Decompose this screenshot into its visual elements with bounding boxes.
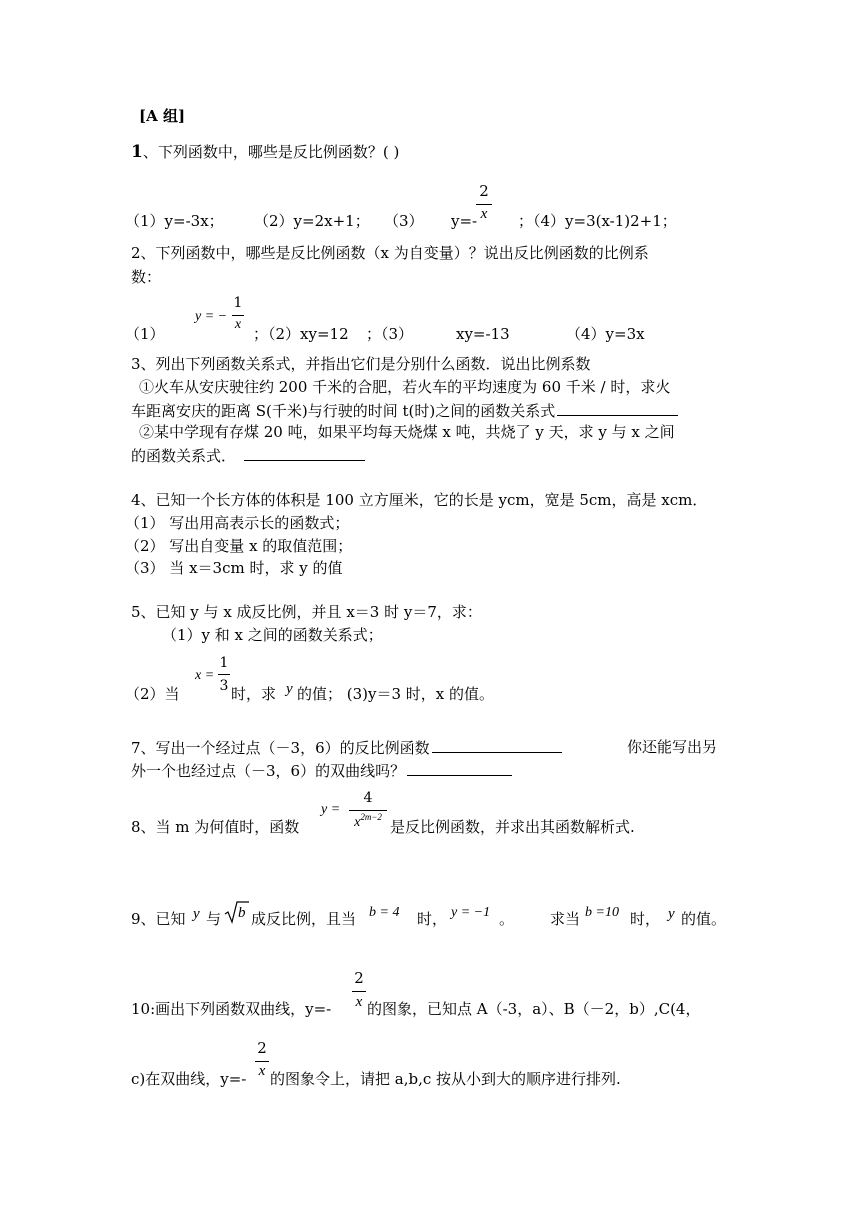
q1-opt4: ；（4）y=3(x-1)2+1； <box>518 212 677 230</box>
q5-item1: （1）y 和 x 之间的函数关系式； <box>162 626 383 644</box>
q7-line1-text: 7、写出一个经过点（－3，6）的反比例函数 <box>131 739 430 757</box>
q8-b: 是反比例函数，并求出其函数解析式. <box>390 818 635 836</box>
q3-line3 <box>131 401 678 420</box>
q3-line5 <box>131 446 365 465</box>
q10-c: c)在双曲线，y=- <box>131 1070 247 1088</box>
q5-item2-lhs: x = <box>195 668 215 683</box>
q9-a: 9、已知 <box>131 910 186 928</box>
q1-line <box>131 142 399 162</box>
q7-line1-b: 你还能写出另 <box>627 738 718 756</box>
q1-opt2: （2）y=2x+1； <box>254 212 370 230</box>
q7-line2 <box>131 761 512 780</box>
q9-cond1: b = 4 <box>369 905 400 920</box>
q2-opt3: ；（3） <box>366 325 414 343</box>
q2-line2: 数： <box>131 268 162 286</box>
q2-frac-bar <box>232 315 244 316</box>
q10-frac1-denominator: x <box>355 994 363 1010</box>
q3-answer-blank-1[interactable] <box>557 401 678 416</box>
q5-item2-c: 的值； (3)y＝3 时，x 的值。 <box>297 685 495 703</box>
q9-sqrt-var: b <box>238 905 246 921</box>
q1-opt1: （1）y=-3x； <box>125 212 224 230</box>
q8-a: 8、当 m 为何值时，函数 <box>131 818 300 836</box>
q9-g: 时， <box>630 910 661 928</box>
q9-y2: y <box>668 906 675 922</box>
q8-frac-denominator <box>349 813 387 830</box>
q9-b: 与 <box>206 910 222 928</box>
q5-frac-denominator: 3 <box>219 678 229 694</box>
q4-item1: （1） 写出用高表示长的函数式； <box>125 514 350 532</box>
q9-y1: y <box>193 906 200 922</box>
q8-frac-bar <box>349 810 387 811</box>
q5-item2-b: 时，求 <box>231 685 277 703</box>
q7-answer-blank-1[interactable] <box>432 738 562 753</box>
q1-frac-bar <box>476 204 492 205</box>
q7-line1 <box>131 738 562 757</box>
q1-opt3: （3） <box>384 212 424 230</box>
q9-cond3: b =10 <box>585 905 619 920</box>
q10-frac2-bar <box>255 1061 269 1062</box>
q10-b: 的图象，已知点 A（-3，a）、B（－2，b）,C(4， <box>367 1000 701 1018</box>
q4-item2: （2） 写出自变量 x 的取值范围； <box>125 537 353 555</box>
q2-opt1: （1） <box>125 325 165 343</box>
q3-line1: 3、列出下列函数关系式，并指出它们是分别什么函数．说出比例系数 <box>131 355 591 373</box>
q2-frac-numerator: 1 <box>233 295 243 311</box>
q2-opt2: ；（2）xy=12 <box>253 325 349 343</box>
q8-frac-numerator: 4 <box>363 790 373 806</box>
q3-line4: ②某中学现有存煤 20 吨，如果平均每天烧煤 x 吨，共烧了 y 天，求 y 与 x 之间 <box>139 423 675 441</box>
q9-d: 时， <box>417 910 448 928</box>
q1-frac-denominator: x <box>480 206 488 222</box>
group-title: [A 组] <box>139 107 186 125</box>
q2-opt4: （4）y=3x <box>566 325 645 343</box>
q4-item3: （3） 当 x＝3cm 时，求 y 的值 <box>125 559 343 577</box>
q9-e: 。 <box>499 910 515 928</box>
q8-den-base: x <box>354 815 361 830</box>
q5-frac-bar <box>218 674 230 675</box>
q7-line2-text: 外一个也经过点（－3，6）的双曲线吗？ <box>131 762 406 780</box>
q5-item2-y: y <box>286 681 293 697</box>
q5-line1: 5、已知 y 与 x 成反比例，并且 x＝3 时 y＝7，求： <box>131 603 482 621</box>
q1-opt3-expr: y=- <box>451 212 478 230</box>
q3-line2: ①火车从安庆驶往约 200 千米的合肥，若火车的平均速度为 60 千米 / 时，求火 <box>139 378 671 396</box>
q2-opt1-lhs: y = − <box>195 309 228 324</box>
q7-answer-blank-2[interactable] <box>407 761 512 776</box>
q1-frac-numerator: 2 <box>479 182 489 200</box>
q2-opt3-expr: xy=-13 <box>456 325 510 343</box>
sqrt-symbol <box>224 900 250 924</box>
q9-h: 的值。 <box>681 910 727 928</box>
q9-cond2: y = −1 <box>451 905 491 920</box>
q9-c: 成反比例，且当 <box>251 910 357 928</box>
q3-line5-text: 的函数关系式． <box>131 447 237 465</box>
q2-line1: 2、下列函数中，哪些是反比例函数（x 为自变量）？说出反比例函数的比例系 <box>131 244 649 262</box>
q10-frac2-numerator: 2 <box>257 1039 267 1057</box>
q1-text: 、下列函数中，哪些是反比例函数？( ) <box>142 143 400 161</box>
q3-line3-text: 车距离安庆的距离 S(千米)与行驶的时间 t(时)之间的函数关系式 <box>131 402 556 420</box>
q8-lhs: y = <box>321 802 341 817</box>
q5-frac-numerator: 1 <box>219 655 229 671</box>
q1-number: 1 <box>131 142 143 162</box>
q4-line1: 4、已知一个长方体的体积是 100 立方厘米，它的长是 ycm，宽是 5cm，高是 xcm． <box>131 491 708 509</box>
q3-answer-blank-2[interactable] <box>244 446 365 461</box>
q9-f: 求当 <box>550 910 581 928</box>
q10-frac1-bar <box>352 991 366 992</box>
q10-a: 10:画出下列函数双曲线，y=- <box>131 1000 332 1018</box>
q10-d: 的图象令上，请把 a,b,c 按从小到大的顺序进行排列. <box>270 1070 621 1088</box>
q8-den-exponent: 2m−2 <box>360 812 382 822</box>
q10-frac2-denominator: x <box>258 1063 266 1079</box>
q2-frac-denominator: x <box>234 317 242 332</box>
q10-frac1-numerator: 2 <box>354 969 364 987</box>
q5-item2-a: （2）当 <box>125 685 180 703</box>
